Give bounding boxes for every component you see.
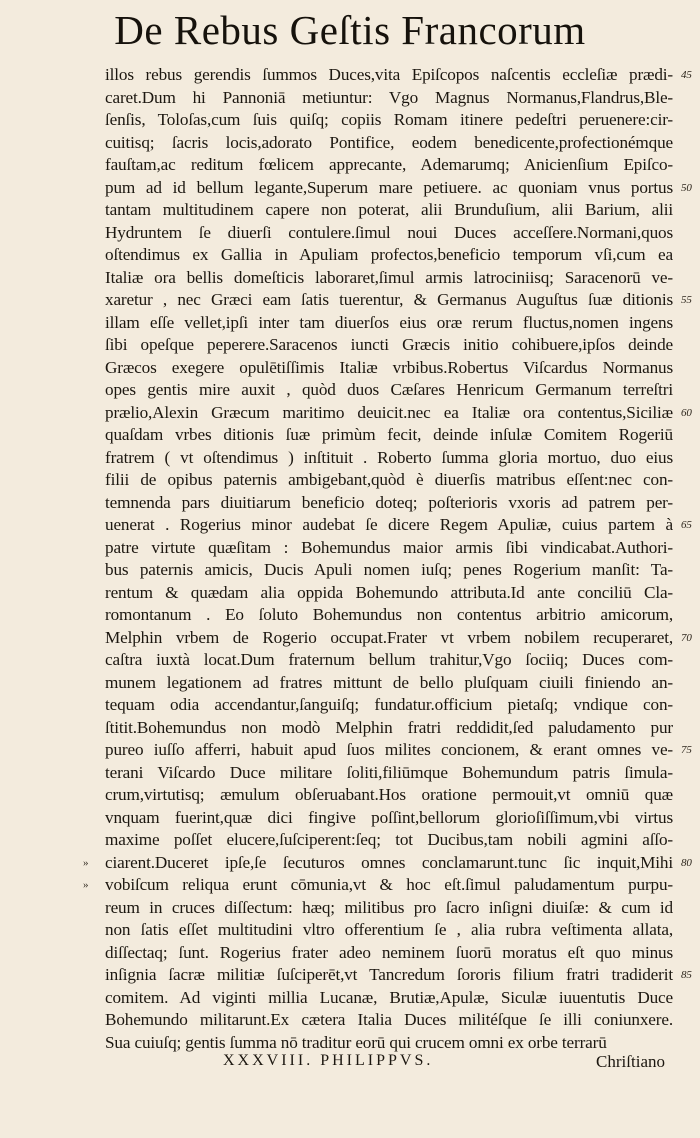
running-head: De Rebus Geſtis Francorum	[114, 7, 586, 53]
line-text: Sua cuiuſq; gentis ſumma nō traditur eorū qui crucem omni ex orbe terrarū	[105, 1032, 607, 1052]
text-line	[105, 919, 673, 942]
line-text: terani Viſcardo Duce militare ſoliti,filiūmque Bohemundum patris ſimula-	[105, 762, 673, 782]
text-line	[105, 87, 673, 110]
text-line	[105, 154, 673, 177]
line-text: fratrem ( vt oſtendimus ) inſtituit . Roberto ſumma gloria mortuo, duo eius	[105, 447, 673, 467]
line-text: bus paternis amicis, Ducis Apuli nomen iuſq; penes Rogerium manſit: Ta-	[105, 560, 673, 579]
text-line	[105, 1009, 673, 1032]
text-line	[105, 942, 673, 965]
line-text: ſtitit.Bohemundus non modò Melphin fratri reddidit,ſed paludamento pur	[105, 717, 673, 737]
text-line	[105, 627, 692, 650]
line-text: prælio,Alexin Græcum maritimo deuicit.nec ea Italiæ ora contentus,Siciliæ	[105, 402, 673, 422]
text-line	[105, 537, 673, 560]
line-text: vobiſcum reliqua erunt cōmunia,vt & hoc eſt.ſimul paludamentum purpu-	[105, 875, 673, 894]
text-line	[105, 784, 673, 807]
line-number: 45	[681, 69, 692, 81]
text-line	[83, 874, 673, 897]
line-text: non ſatis eſſet multitudini vltro offerentium ſe , alia rubra veſtimenta allata,	[105, 920, 673, 939]
line-number: 50	[681, 181, 692, 194]
text-line	[105, 987, 673, 1010]
line-text: diſſectaq; ſunt. Rogerius frater adeo neminem ſuorū moratus eſt quo minus	[105, 942, 673, 962]
text-line	[105, 447, 673, 470]
line-text: quaſdam vrbes ditionis ſuæ primùm fecit, deinde inſulæ Comitem Rogeriū	[105, 425, 673, 444]
text-line	[105, 357, 673, 380]
text-line	[105, 199, 673, 222]
line-text: Italiæ ora bellis domeſticis laboraret,ſimul armis latrociniisq; Saracenorū ve-	[105, 267, 673, 287]
line-text: illos rebus gerendis ſummos Duces,vita Epiſcopos naſcentis eccleſiæ prædi-	[105, 65, 673, 84]
line-text: ciarent.Duceret ipſe,ſe ſecuturos omnes conclamarunt.tunc ſic inquit,Mihi	[105, 852, 673, 872]
quotation-mark: »	[83, 856, 89, 869]
line-text: illam eſſe vellet,ipſi inter tam diuerſos eius oræ rerum fluctus,nomen ingens	[105, 312, 673, 332]
line-text: cuitisq; ſacris locis,adorato Pontifice, eodem benedicente,profectionémque	[105, 132, 673, 152]
text-line	[83, 852, 692, 875]
line-text: romontanum . Eo ſoluto Bohemundus non contentus arbitrio amicorum,	[105, 605, 673, 624]
text-line	[105, 582, 673, 605]
line-text: ſenſis, Toloſas,cum ſuis quiſq; copiis Romam itinere pedeſtri peruenere:cir-	[105, 110, 673, 129]
catchword: Chriſtiano	[596, 1052, 665, 1071]
text-line	[105, 604, 673, 627]
line-text: reum in cruces diſſectum: hæq; militibus pro ſacro inſigni diuiſæ: & cum id	[105, 897, 673, 917]
text-line	[105, 109, 673, 132]
line-text: pureo iuſſo afferri, habuit apud ſuos milites concionem, & erant omnes ve-	[105, 740, 673, 759]
quotation-mark: »	[83, 879, 89, 891]
signature-mark: XXXVIII. PHILIPPVS.	[223, 1052, 434, 1069]
line-number: 70	[681, 631, 692, 644]
line-number: 75	[681, 744, 692, 756]
line-text: comitem. Ad viginti millia Lucanæ, Brutiæ,Apulæ, Siculæ iuuentutis Duce	[105, 987, 673, 1007]
line-text: inſignia ſacræ militiæ ſuſciperēt,vt Tancredum ſororis filium fratri tradiderit	[105, 965, 673, 984]
page-footer	[105, 1052, 665, 1076]
line-number: 80	[681, 856, 692, 869]
line-number: 65	[681, 519, 692, 531]
text-line	[105, 672, 673, 695]
text-line	[105, 64, 692, 87]
text-line	[105, 694, 673, 717]
text-line	[105, 267, 673, 290]
text-line	[105, 222, 673, 245]
line-text: ſibi opeſque peperere.Saracenos iuncti Græcis initio cohibuere,ipſos deinde	[105, 335, 673, 354]
line-number: 55	[681, 294, 692, 306]
text-line	[105, 469, 673, 492]
text-line	[105, 807, 673, 830]
line-text: Melphin vrbem de Rogerio occupat.Frater vt vrbem nobilem recuperaret,	[105, 627, 673, 647]
line-text: Græcos exegere opulētiſſimis Italiæ vrbibus.Robertus Viſcardus Normanus	[105, 357, 673, 377]
text-line	[105, 379, 673, 402]
line-text: pum ad id bellum legante,Superum mare petiuere. ac quoniam vnus portus	[105, 177, 673, 197]
text-line	[105, 402, 692, 425]
line-text: patre virtute quæſitam : Bohemundus maior armis ſibi vindicabat.Authori-	[105, 537, 673, 557]
line-text: tantam multitudinem capere non poterat, alii Brunduſium, alii Barium, alii	[105, 200, 673, 219]
line-text: filii de opibus paternis ambigebant,quòd è diuerſis matribus eſſent:nec con-	[105, 470, 673, 489]
text-line	[105, 244, 673, 267]
line-text: uenerat . Rogerius minor audebat ſe dicere Regem Apuliæ, cuius partem à	[105, 515, 673, 534]
text-line	[105, 312, 673, 335]
line-text: caret.Dum hi Pannoniā metiuntur: Vgo Magnus Normanus,Flandrus,Ble-	[105, 87, 673, 107]
line-number: 60	[681, 406, 692, 419]
text-line	[105, 762, 673, 785]
text-line	[105, 649, 673, 672]
text-line	[105, 132, 673, 155]
line-text: xaretur , nec Græci eam ſatis tuerentur, & Germanus Auguſtus ſuæ ditionis	[105, 290, 673, 309]
line-text: tequam odia accendantur,ſanguiſq; fundatur.officium pietaſq; vndique con-	[105, 695, 673, 714]
line-text: oſtendimus ex Gallia in Apuliam profectos,beneficio temporum vſi,cum ea	[105, 245, 673, 264]
line-text: Bohemundo militarunt.Ex cætera Italia Duces militéſque ſe illi coniunxere.	[105, 1010, 673, 1029]
text-block	[83, 64, 692, 1054]
text-line	[105, 829, 673, 852]
line-text: opes gentis mire auxit , quòd duos Cæſares Henricum Germanum terreſtri	[105, 380, 673, 399]
line-text: rentum & quædam alia oppida Bohemundo attributa.Id ante conciliū Cla-	[105, 582, 673, 602]
text-line	[105, 424, 673, 447]
text-line	[105, 289, 692, 312]
text-line	[105, 739, 692, 762]
text-line	[105, 717, 673, 740]
text-line	[105, 559, 673, 582]
text-line	[105, 1032, 673, 1055]
line-text: Hydruntem ſe diuerſi contulere.ſimul noui Duces acceſſere.Normani,quos	[105, 222, 673, 242]
line-text: maxime poſſet elucere,ſuſciperent:ſeq; tot Ducibus,tam nobili agmini aſſo-	[105, 830, 673, 849]
text-line	[105, 514, 692, 537]
text-line	[105, 964, 692, 987]
line-text: caſtra iuxtà locat.Dum fraternum bellum trahitur,Vgo ſociiq; Duces com-	[105, 650, 673, 669]
text-line	[105, 897, 673, 920]
text-line	[105, 492, 673, 515]
line-text: munem legationem ad fratres mittunt de bello pluſquam ciuili finiendo an-	[105, 672, 673, 692]
line-text: temnenda pars diuitiarum beneficio doteq; poſterioris vxoris ad patrem per-	[105, 492, 673, 512]
line-text: crum,virtutisq; æmulum obſeruabant.Hos oratione permouit,vt omniū quæ	[105, 785, 673, 804]
line-number: 85	[681, 969, 692, 981]
line-text: vnquam fuerint,quæ dici fingive poſſint,bellorum glorioſiſſimum,vbi virtus	[105, 807, 673, 827]
text-line	[105, 177, 692, 200]
text-line	[105, 334, 673, 357]
line-text: fauſtam,ac reditum fœlicem apprecante, Ademarumq; Anicienſium Epiſco-	[105, 155, 673, 174]
